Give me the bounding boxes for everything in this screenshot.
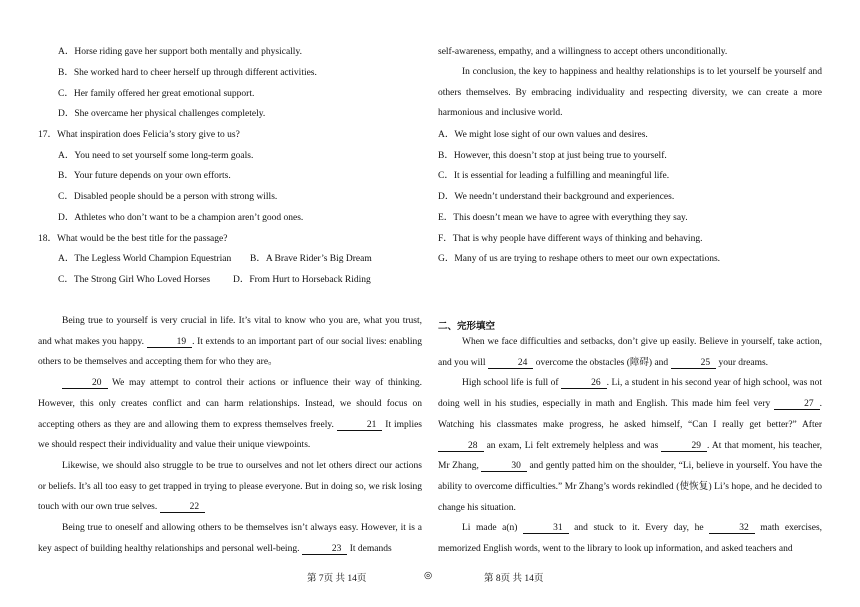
blank-21: 21 xyxy=(337,420,383,431)
passage-seven-choose-five xyxy=(38,311,422,559)
blank-29: 29 xyxy=(661,441,707,452)
blank-30: 30 xyxy=(481,461,527,472)
passage-paragraph-3: Likewise, we should also struggle to be true to ourselves and not let others direct our actions or beliefs. It’s all too easy to get trapped in trying to please everyone. But in doing so, we risk losing touch with our own true selves. 22 xyxy=(38,460,422,513)
q18-option-c: C．The Strong Girl Who Loved Horses xyxy=(58,275,211,285)
blank-20: 20 xyxy=(62,378,108,389)
blank-31: 31 xyxy=(523,523,569,534)
blank-28: 28 xyxy=(438,441,484,452)
q16-option-c: C．Her family offered her great emotional support. xyxy=(58,89,255,99)
page-number-right: 第 8页 共 14页 xyxy=(484,574,544,584)
cloze-passage xyxy=(438,332,822,560)
footer-circle-mark: ◎ xyxy=(424,571,433,581)
choice-e: E．This doesn’t mean we have to agree with everything they say. xyxy=(438,213,688,223)
q18-option-b: B．A Brave Rider’s Big Dream xyxy=(250,254,372,264)
q18-option-a: A．The Legless World Champion Equestrian xyxy=(58,254,232,264)
q16-option-a: A．Horse riding gave her support both mentally and physically. xyxy=(58,47,302,57)
q16-option-b: B．She worked hard to cheer herself up through different activities. xyxy=(58,68,317,78)
question-17: 17．What inspiration does Felicia’s story give to us? xyxy=(38,130,240,140)
choice-f: F．That is why people have different ways of thinking and behaving. xyxy=(438,234,703,244)
blank-25: 25 xyxy=(671,358,717,369)
blank-26: 26 xyxy=(561,378,607,389)
passage-continuation: self-awareness, empathy, and a willingness to accept others unconditionally. xyxy=(438,47,728,57)
page-number-left: 第 7页 共 14页 xyxy=(307,574,367,584)
blank-24: 24 xyxy=(488,358,534,369)
choice-a: A．We might lose sight of our own values and desires. xyxy=(438,130,648,140)
q17-option-a: A．You need to set yourself some long-term goals. xyxy=(58,151,254,161)
choice-d: D．We needn’t understand their background and experiences. xyxy=(438,192,675,202)
q16-option-d: D．She overcame her physical challenges completely. xyxy=(58,109,266,119)
choice-g: G．Many of us are trying to reshape others to meet our own expectations. xyxy=(438,254,721,264)
blank-22: 22 xyxy=(160,502,206,513)
choice-b: B．However, this doesn’t stop at just being true to yourself. xyxy=(438,151,667,161)
q17-option-b: B．Your future depends on your own efforts. xyxy=(58,171,231,181)
passage-paragraph-1: Being true to yourself is very crucial in life. It’s vital to know who you are, what you trust, and what makes you happy. 19 . It extends to an important part of our social lives: enabling others to be themselves and accepting them for who they are。 xyxy=(38,316,423,368)
cloze-paragraph-1: When we face difficulties and setbacks, don’t give up easily. Believe in yourself, take action, and you will 24 overcome the obstacles (障碍) and 25 your dreams. xyxy=(438,337,822,368)
question-18: 18．What would be the best title for the passage? xyxy=(38,234,228,244)
blank-27: 27 xyxy=(774,399,820,410)
section-heading-cloze: 二、完形填空 xyxy=(438,321,496,332)
blank-19: 19 xyxy=(147,337,193,348)
q18-option-d: D．From Hurt to Horseback Riding xyxy=(233,275,371,285)
blank-32: 32 xyxy=(709,523,755,534)
blank-23: 23 xyxy=(302,544,348,555)
choice-c: C．It is essential for leading a fulfilling and meaningful life. xyxy=(438,171,670,181)
q17-option-d: D．Athletes who don’t want to be a champion aren’t good ones. xyxy=(58,213,304,223)
cloze-paragraph-2: High school life is full of 26 . Li, a student in his second year of high school, was not doing well in his studies, especially in math and English. This made him feel very 27 . Watching his classmates make progress, he asked himself, “Can I really get better?” After 28 an exam, Li felt extremely helpless and was 29 . At that moment, his teacher, Mr Zhang, 30 and gently patted him on the shoulder, “Li, believe in yourself. You have the ability to overcome difficulties.” Mr Zhang’s words rekindled (使恢复) Li’s hope, and he decided to change his situation. xyxy=(438,378,823,513)
passage-paragraph-2: 20 We may attempt to control their actions or influence their way of thinking. However, this only creates conflict and can harm relationships. Instead, we should focus on accepting others as they are and allowing them to express themselves freely. 21 It implies we should respect their individuality and value their unique viewpoints. xyxy=(38,378,422,451)
q17-option-c: C．Disabled people should be a person with strong wills. xyxy=(58,192,278,202)
cloze-paragraph-3: Li made a(n) 31 and stuck to it. Every day, he 32 math exercises, memorized English words, went to the library to look up information, and asked teachers and xyxy=(438,523,823,555)
passage-conclusion: In conclusion, the key to happiness and healthy relationships is to let yourself be yourself and others themselves. By embracing individuality and respecting diversity, we can create a more harmonious and inclusive world. xyxy=(438,67,822,119)
passage-paragraph-4: Being true to oneself and allowing others to be themselves isn’t always easy. However, it is a key aspect of building healthy relationships and personal well-being. 23 It demands xyxy=(38,523,422,554)
